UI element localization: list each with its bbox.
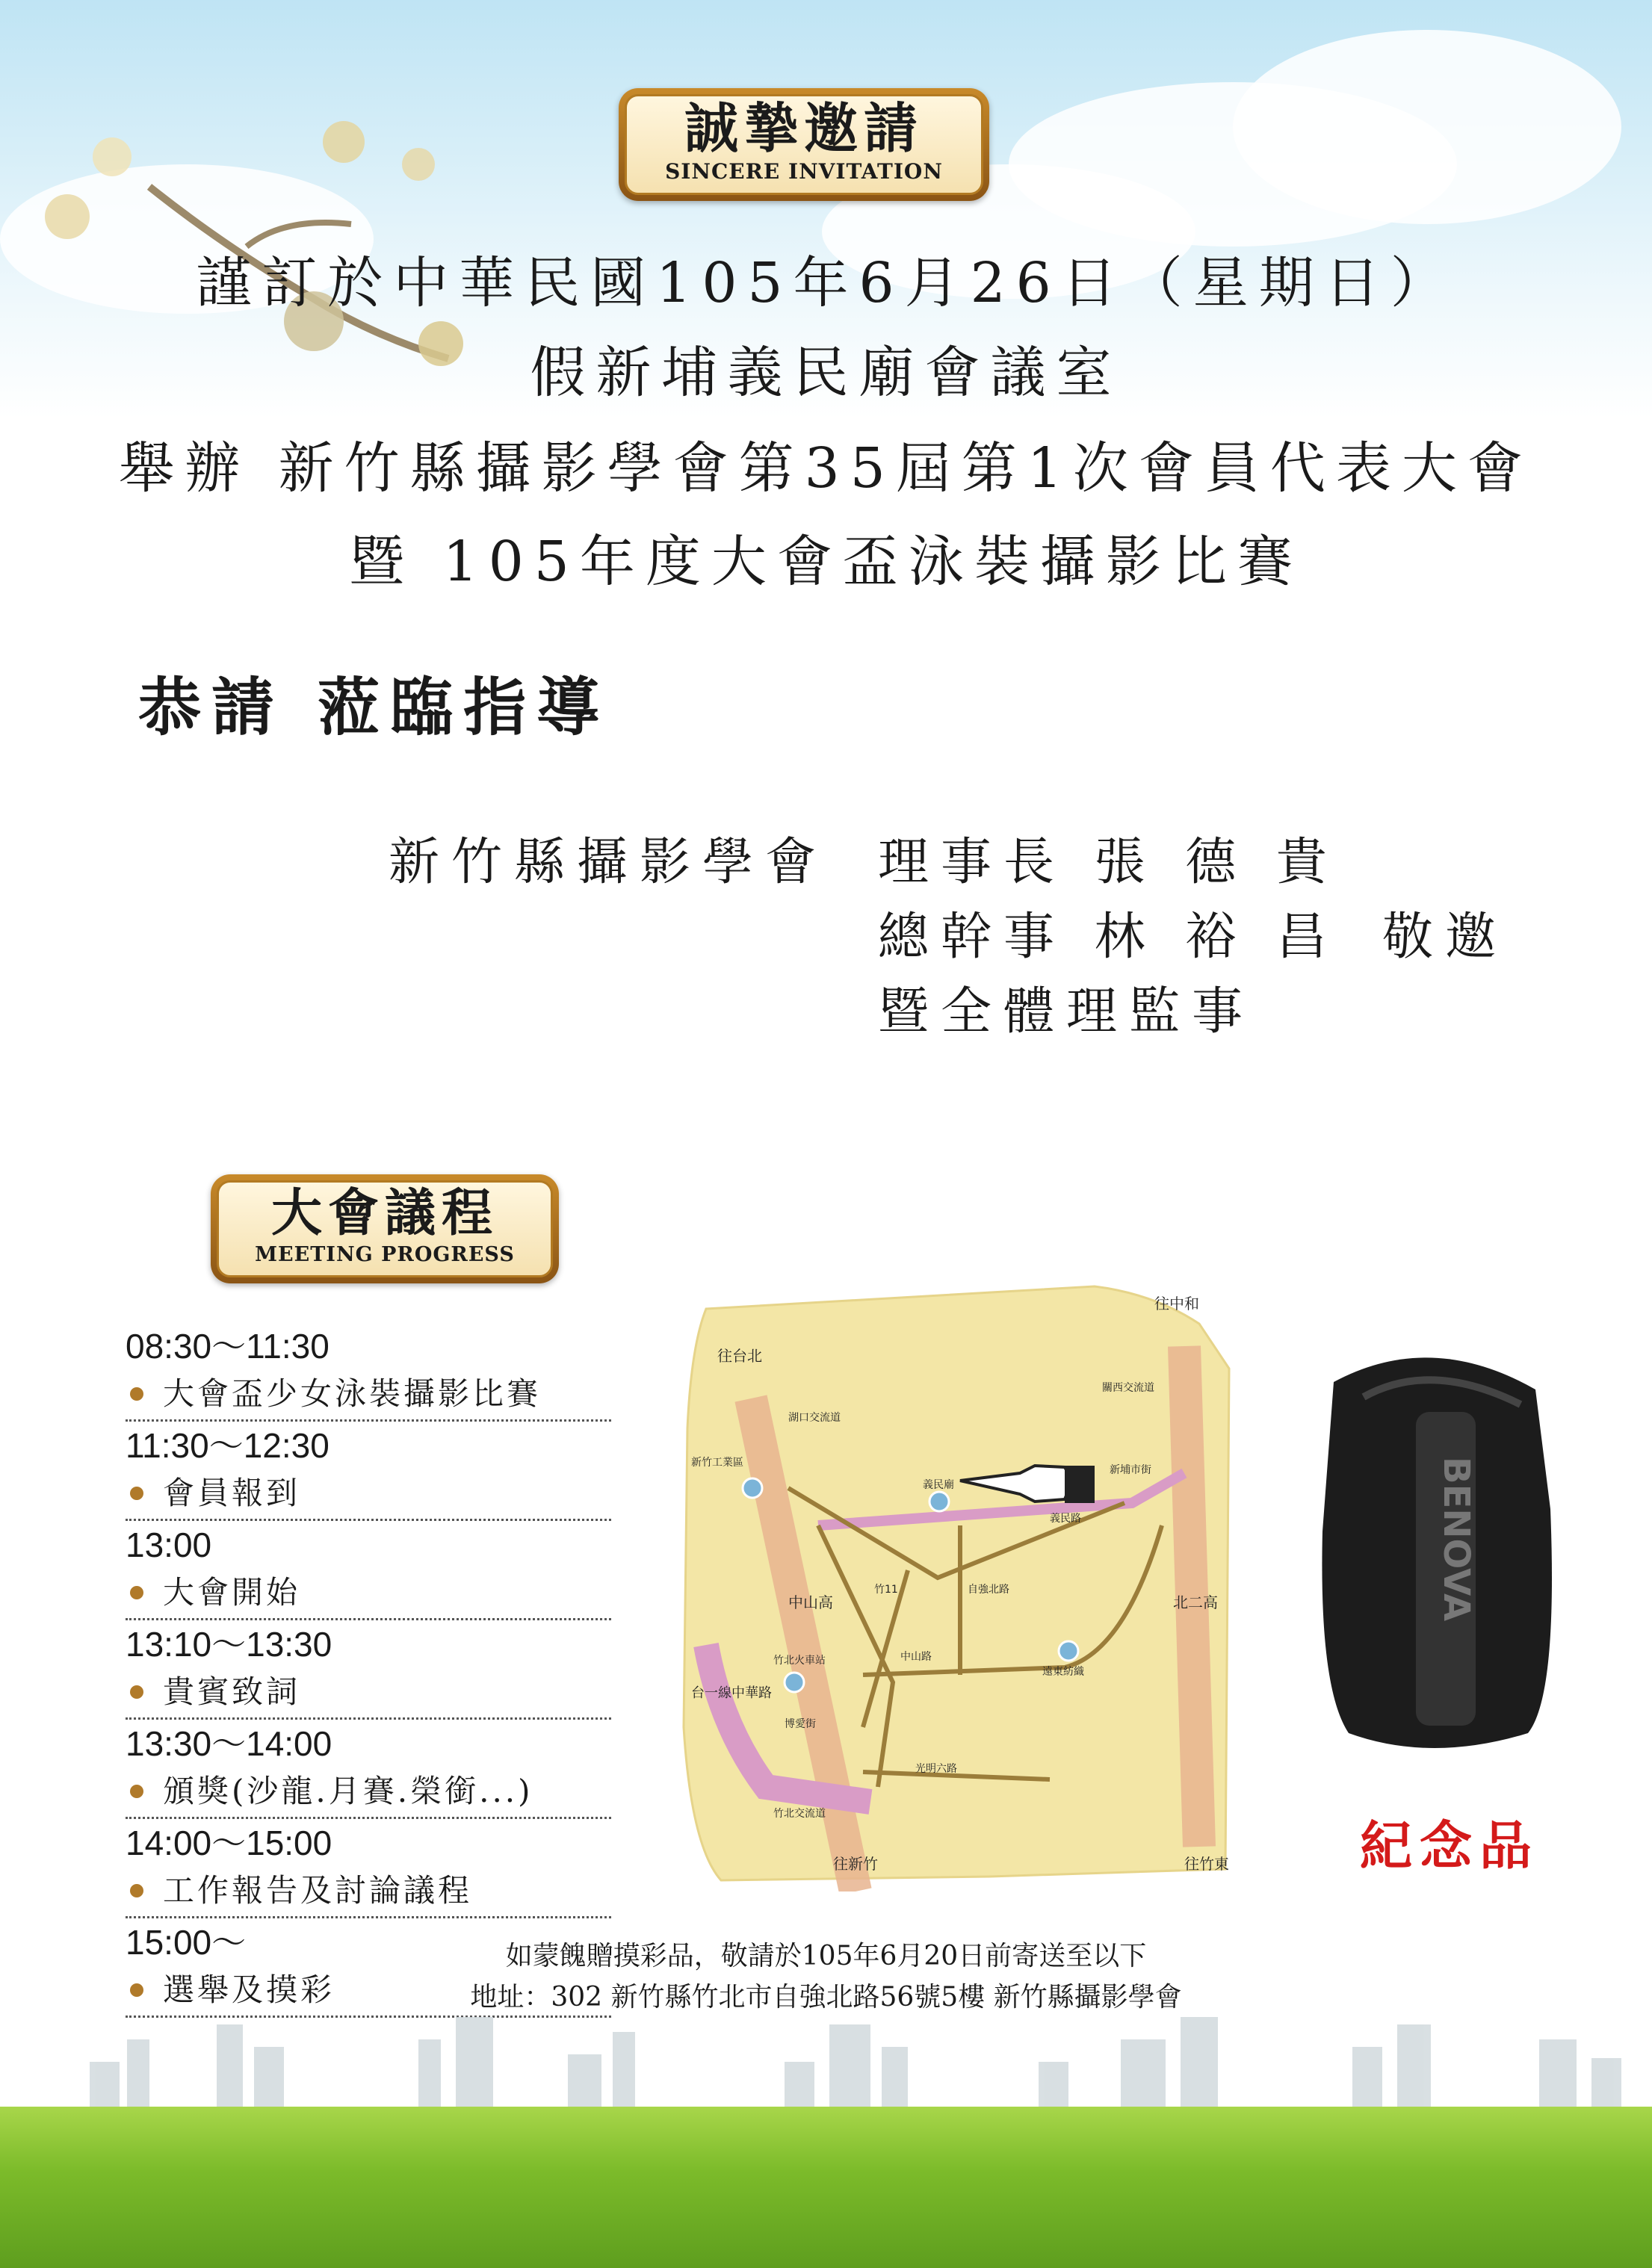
bullet-icon bbox=[130, 1685, 143, 1699]
signature-org: 新竹縣攝影學會 bbox=[389, 833, 829, 892]
signature-chairman: 理事長 張 德 貴 bbox=[878, 833, 1339, 892]
banner-title: 誠摯邀請 bbox=[684, 96, 924, 160]
agenda-item bbox=[126, 1470, 611, 1521]
agenda-item-text: 大會盃少女泳裝攝影比賽 bbox=[163, 1375, 542, 1412]
map-label-zhongshan-road: 中山路 bbox=[900, 1651, 932, 1663]
souvenir-label: 紀念品 bbox=[1360, 1815, 1539, 1877]
agenda-entry bbox=[126, 1720, 611, 1819]
map-label-yuanjing: 遠東紡織 bbox=[1042, 1666, 1084, 1678]
signature-respect: 敬邀 bbox=[1382, 908, 1509, 967]
agenda-item-text: 頒獎(沙龍.月賽.榮銜...) bbox=[163, 1773, 533, 1809]
agenda-entry bbox=[126, 1819, 611, 1918]
notice-line1: 如蒙餽贈摸彩品，敬請於105年6月20日前寄送至以下 bbox=[505, 1941, 1147, 1971]
agenda-item bbox=[126, 1768, 611, 1819]
camera-bag-image bbox=[1304, 1337, 1565, 1756]
agenda-item-text: 選舉及摸彩 bbox=[163, 1971, 335, 2008]
map-label-boai: 博愛街 bbox=[785, 1718, 816, 1730]
agenda-item-text: 工作報告及討論議程 bbox=[163, 1872, 473, 1909]
agenda-item bbox=[126, 1669, 611, 1720]
signature-secretary: 總幹事 林 裕 昌 bbox=[878, 908, 1339, 967]
agenda-item-text: 會員報到 bbox=[163, 1475, 301, 1511]
grass-field bbox=[0, 2107, 1652, 2268]
map-label-xinpu-street: 新埔市街 bbox=[1110, 1464, 1151, 1476]
cloud bbox=[1233, 30, 1621, 224]
map-label-zhubei-interchange: 竹北交流道 bbox=[773, 1808, 826, 1820]
agenda-time: 14:00～15:00 bbox=[126, 1824, 332, 1862]
invitation-venue-line: 假新埔義民廟會議室 bbox=[530, 341, 1122, 405]
map-label-guanxi: 關西交流道 bbox=[1102, 1382, 1154, 1394]
bullet-icon bbox=[130, 1387, 143, 1401]
map-label-provincial: 台一線中華路 bbox=[691, 1685, 772, 1701]
bullet-icon bbox=[130, 1487, 143, 1500]
agenda-time: 13:30～14:00 bbox=[126, 1724, 332, 1763]
map-label-yimin-road: 義民路 bbox=[1050, 1513, 1081, 1525]
invitation-contest-line: 暨 105年度大會盃泳裝攝影比賽 bbox=[349, 530, 1303, 594]
greeting: 恭請 蒞臨指導 bbox=[138, 671, 610, 744]
agenda-time: 08:30～11:30 bbox=[126, 1327, 330, 1366]
agenda-time: 15:00～ bbox=[126, 1923, 247, 1962]
agenda-time: 13:00 bbox=[126, 1525, 212, 1564]
bullet-icon bbox=[130, 1586, 143, 1599]
map-label-to-zhudong: 往竹東 bbox=[1184, 1855, 1229, 1873]
map-label-zhubei-station: 竹北火車站 bbox=[773, 1655, 826, 1667]
banner-subtitle: SINCERE INVITATION bbox=[665, 159, 943, 184]
meeting-progress-banner bbox=[211, 1174, 559, 1283]
map-label-hukou: 湖口交流道 bbox=[788, 1412, 841, 1424]
agenda-time: 13:10～13:30 bbox=[126, 1625, 332, 1664]
agenda-item bbox=[126, 1570, 611, 1620]
invitation-date-line: 謹訂於中華民國105年6月26日（星期日） bbox=[196, 251, 1456, 315]
agenda-entry bbox=[126, 1322, 611, 1422]
map-label-to-xinzhu: 往新竹 bbox=[833, 1855, 878, 1873]
bullet-icon bbox=[130, 1785, 143, 1798]
agenda-entry bbox=[126, 1620, 611, 1720]
notice-line2: 地址：302 新竹縣竹北市自強北路56號5樓 新竹縣攝影學會 bbox=[470, 1982, 1182, 2013]
bag-brand: BENOVA bbox=[1435, 1457, 1477, 1622]
agenda-item-text: 大會開始 bbox=[163, 1574, 301, 1611]
signature-board: 暨全體理監事 bbox=[878, 982, 1255, 1041]
map-label-industrial: 新竹工業區 bbox=[691, 1457, 743, 1469]
map-label-yimin-temple: 義民廟 bbox=[923, 1479, 954, 1491]
agenda-item bbox=[126, 1371, 611, 1422]
agenda-entry bbox=[126, 1422, 611, 1521]
agenda-item bbox=[126, 1868, 611, 1918]
invitation-event-line: 舉辦 新竹縣攝影學會第35屆第1次會員代表大會 bbox=[119, 436, 1533, 501]
agenda-item-text: 貴賓致詞 bbox=[163, 1673, 301, 1710]
bullet-icon bbox=[130, 1884, 143, 1897]
map-label-zhongshan-fwy: 中山高 bbox=[788, 1593, 833, 1611]
map-label-zijiang: 自強北路 bbox=[968, 1584, 1009, 1596]
map-label-to-zhonghe: 往中和 bbox=[1154, 1295, 1199, 1313]
agenda-time: 11:30～12:30 bbox=[126, 1426, 330, 1465]
map-label-zhu11: 竹11 bbox=[874, 1584, 898, 1596]
agenda-list bbox=[126, 1322, 611, 2018]
agenda-banner-title: 大會議程 bbox=[270, 1183, 498, 1243]
map-label-to-taipei: 往台北 bbox=[717, 1347, 762, 1365]
sincere-invitation-banner bbox=[619, 88, 989, 201]
agenda-entry bbox=[126, 1521, 611, 1620]
agenda-banner-subtitle: MEETING PROGRESS bbox=[255, 1243, 515, 1266]
map-label-freeway2: 北二高 bbox=[1173, 1593, 1218, 1611]
map-label-guangming: 光明六路 bbox=[915, 1763, 957, 1775]
location-map bbox=[676, 1279, 1237, 1891]
